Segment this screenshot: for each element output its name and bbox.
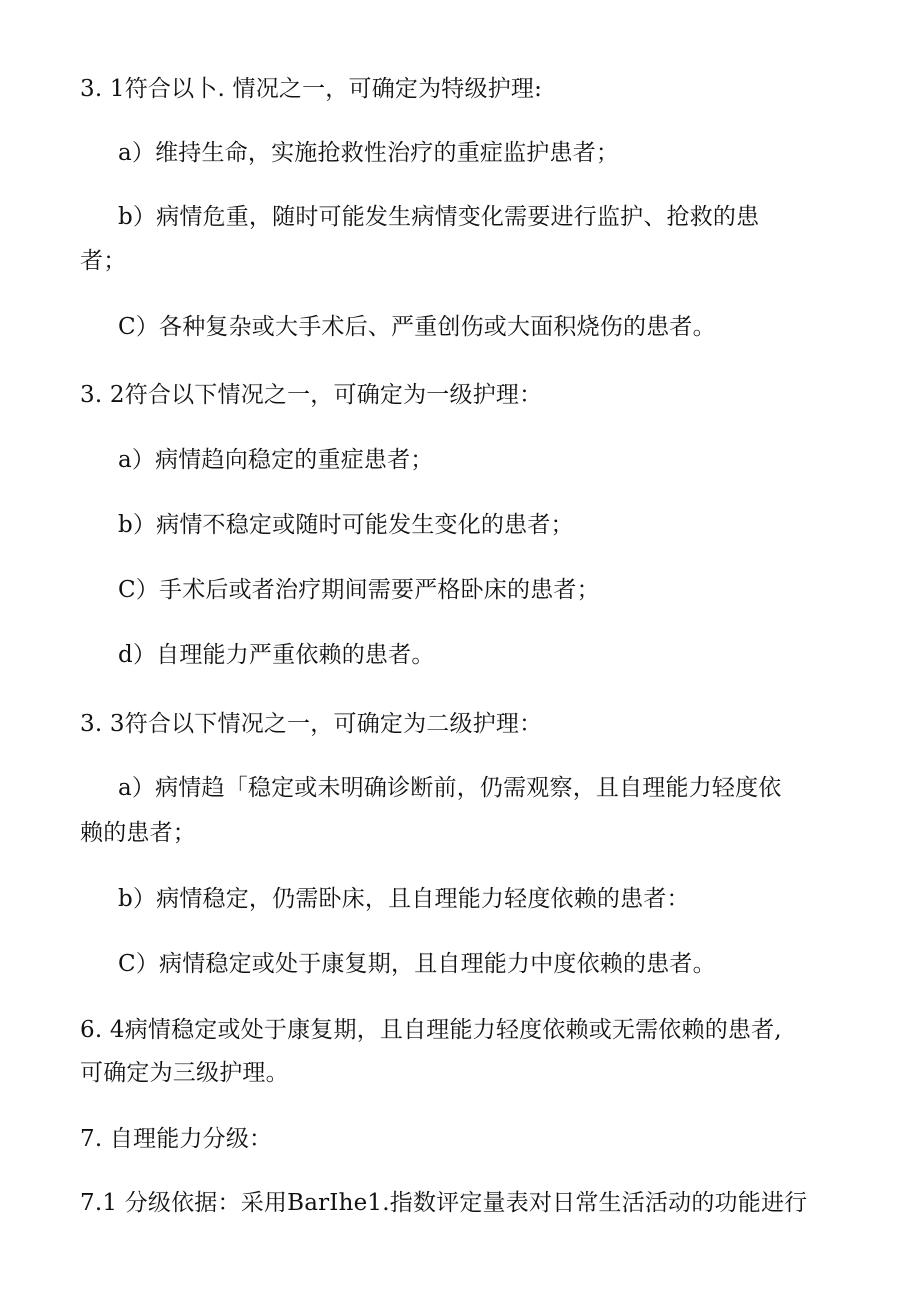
- paragraph-3-2-c: C）手术后或者治疗期间需要严格卧床的患者；: [118, 577, 600, 603]
- paragraph-3-1-b-line-1: b）病情危重，随时可能发生病情变化需要进行监护、抢救的患: [118, 204, 760, 230]
- paragraph-3-1: 3. 1符合以卜. 情况之一，可确定为特级护理:: [80, 76, 543, 102]
- paragraph-3-3-b: b）病情稳定，仍需卧床，且自理能力轻度依赖的患者：: [118, 886, 690, 912]
- paragraph-3-3-a-line-1: a）病情趋「稳定或未明确诊断前，仍需观察，且自理能力轻度依: [118, 775, 782, 801]
- paragraph-3-1-c: C）各种复杂或大手术后、严重创伤或大面积烧伤的患者。: [118, 314, 716, 340]
- paragraph-3-3-c: C）病情稳定或处于康复期，且自理能力中度依赖的患者。: [118, 951, 716, 977]
- paragraph-3-2-a: a）病情趋向稳定的重症患者；: [118, 447, 434, 473]
- paragraph-7: 7. 自理能力分级：: [80, 1126, 273, 1152]
- paragraph-3-2-b: b）病情不稳定或随时可能发生变化的患者；: [118, 512, 574, 538]
- paragraph-3-3-a-line-2: 赖的患者；: [80, 820, 196, 846]
- paragraph-3-2: 3. 2符合以下情况之一，可确定为一级护理：: [80, 382, 543, 408]
- paragraph-3-2-d: d）自理能力严重依赖的患者。: [118, 642, 435, 668]
- paragraph-6-4-line-1: 6. 4病情稳定或处于康复期，且自理能力轻度依赖或无需依赖的患者,: [80, 1017, 782, 1043]
- paragraph-6-4-line-2: 可确定为三级护理。: [80, 1060, 289, 1086]
- paragraph-7-1: 7.1 分级依据：采用BarIhe1.指数评定量表对日常生活活动的功能进行: [80, 1190, 808, 1216]
- paragraph-3-3: 3. 3符合以下情况之一，可确定为二级护理：: [80, 711, 543, 737]
- paragraph-3-1-b-line-2: 者；: [80, 248, 127, 274]
- paragraph-3-1-a: a）维持生命，实施抢救性治疗的重症监护患者；: [118, 140, 620, 166]
